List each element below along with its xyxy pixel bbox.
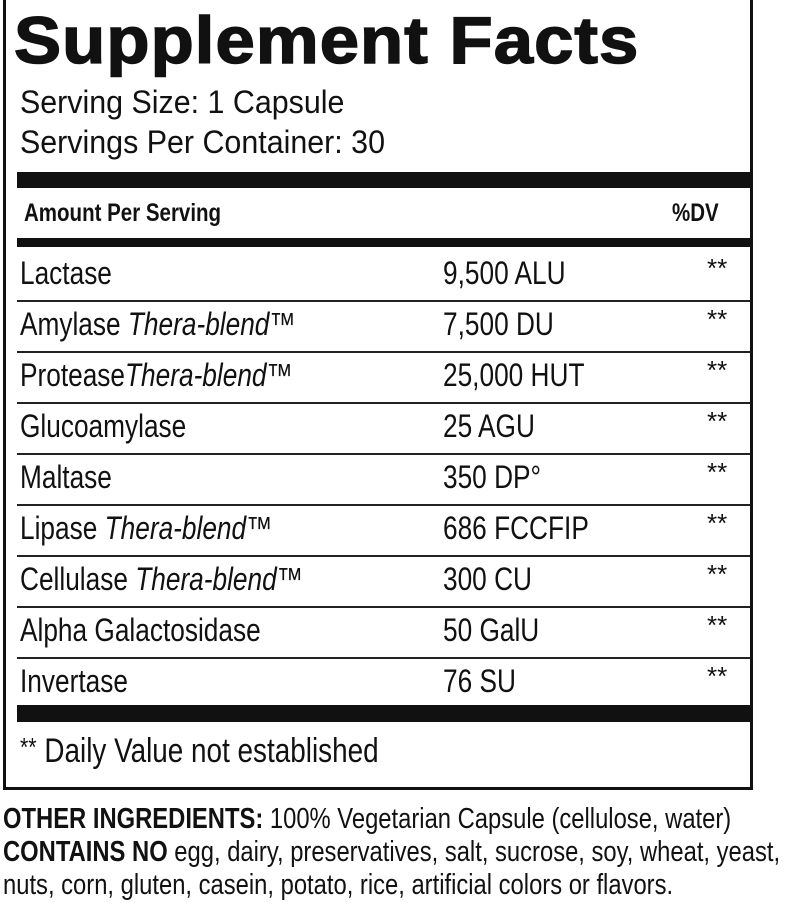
ingredient-dv: **: [707, 355, 728, 385]
ingredient-amount: 9,500 ALU: [443, 255, 566, 291]
ingredient-row: [17, 453, 750, 506]
ingredient-dv: **: [707, 508, 728, 538]
header-dv: %DV: [672, 199, 719, 227]
medium-divider: [17, 238, 750, 247]
ingredient-dv: **: [707, 610, 728, 640]
ingredient-amount: 25 AGU: [443, 408, 535, 444]
ingredient-row: [17, 351, 750, 404]
ingredient-row: [17, 555, 750, 608]
ingredient-name: Glucoamylase: [20, 408, 187, 444]
ingredient-dv: **: [707, 661, 728, 691]
serving-size: Serving Size: 1 Capsule: [20, 84, 345, 120]
ingredient-row: [17, 657, 750, 708]
contains-no: CONTAINS NO egg, dairy, preservatives, salt, sucrose, soy, wheat, yeast,: [3, 836, 781, 868]
ingredient-row: [17, 504, 750, 557]
ingredient-dv: **: [707, 457, 728, 487]
ingredient-amount: 76 SU: [443, 663, 516, 699]
ingredient-amount: 50 GalU: [443, 612, 540, 648]
ingredient-dv: **: [707, 559, 728, 589]
servings-label: Servings Per Container:: [20, 124, 343, 160]
ingredient-name: Lactase: [20, 255, 112, 291]
ingredient-row: [17, 249, 750, 302]
ingredient-row: [17, 606, 750, 659]
ingredient-row: [17, 402, 750, 455]
servings-per-container: [20, 124, 385, 161]
panel-title: Supplement Facts: [14, 3, 640, 77]
ingredient-name: Alpha Galactosidase: [20, 612, 261, 648]
ingredient-amount: 350 DP°: [443, 459, 542, 495]
ingredient-amount: 300 CU: [443, 561, 532, 597]
ingredient-amount: 7,500 DU: [443, 306, 554, 342]
ingredient-amount: 686 FCCFIP: [443, 510, 589, 546]
footnote: ** Daily Value not established: [20, 732, 379, 770]
ingredient-name: Amylase Thera-blend™: [20, 306, 296, 342]
ingredient-dv: **: [707, 304, 728, 334]
servings-value: 30: [351, 124, 385, 160]
ingredient-amount: 25,000 HUT: [443, 357, 585, 393]
other-ingredients: OTHER INGREDIENTS: 100% Vegetarian Capsule (cellulose, water): [3, 803, 732, 835]
header-amount: Amount Per Serving: [24, 199, 222, 227]
ingredient-name: Lipase Thera-blend™: [20, 510, 273, 546]
ingredient-name: Maltase: [20, 459, 112, 495]
ingredient-name: Invertase: [20, 663, 128, 699]
thick-divider: [17, 705, 750, 722]
ingredient-dv: **: [707, 253, 728, 283]
ingredient-name: ProteaseThera-blend™: [20, 357, 293, 393]
ingredient-row: [17, 300, 750, 353]
contains-no-continued: nuts, corn, gluten, casein, potato, rice, artificial colors or flavors.: [3, 869, 674, 901]
ingredient-name: Cellulase Thera-blend™: [20, 561, 303, 597]
thick-divider: [17, 172, 750, 188]
ingredient-dv: **: [707, 406, 728, 436]
